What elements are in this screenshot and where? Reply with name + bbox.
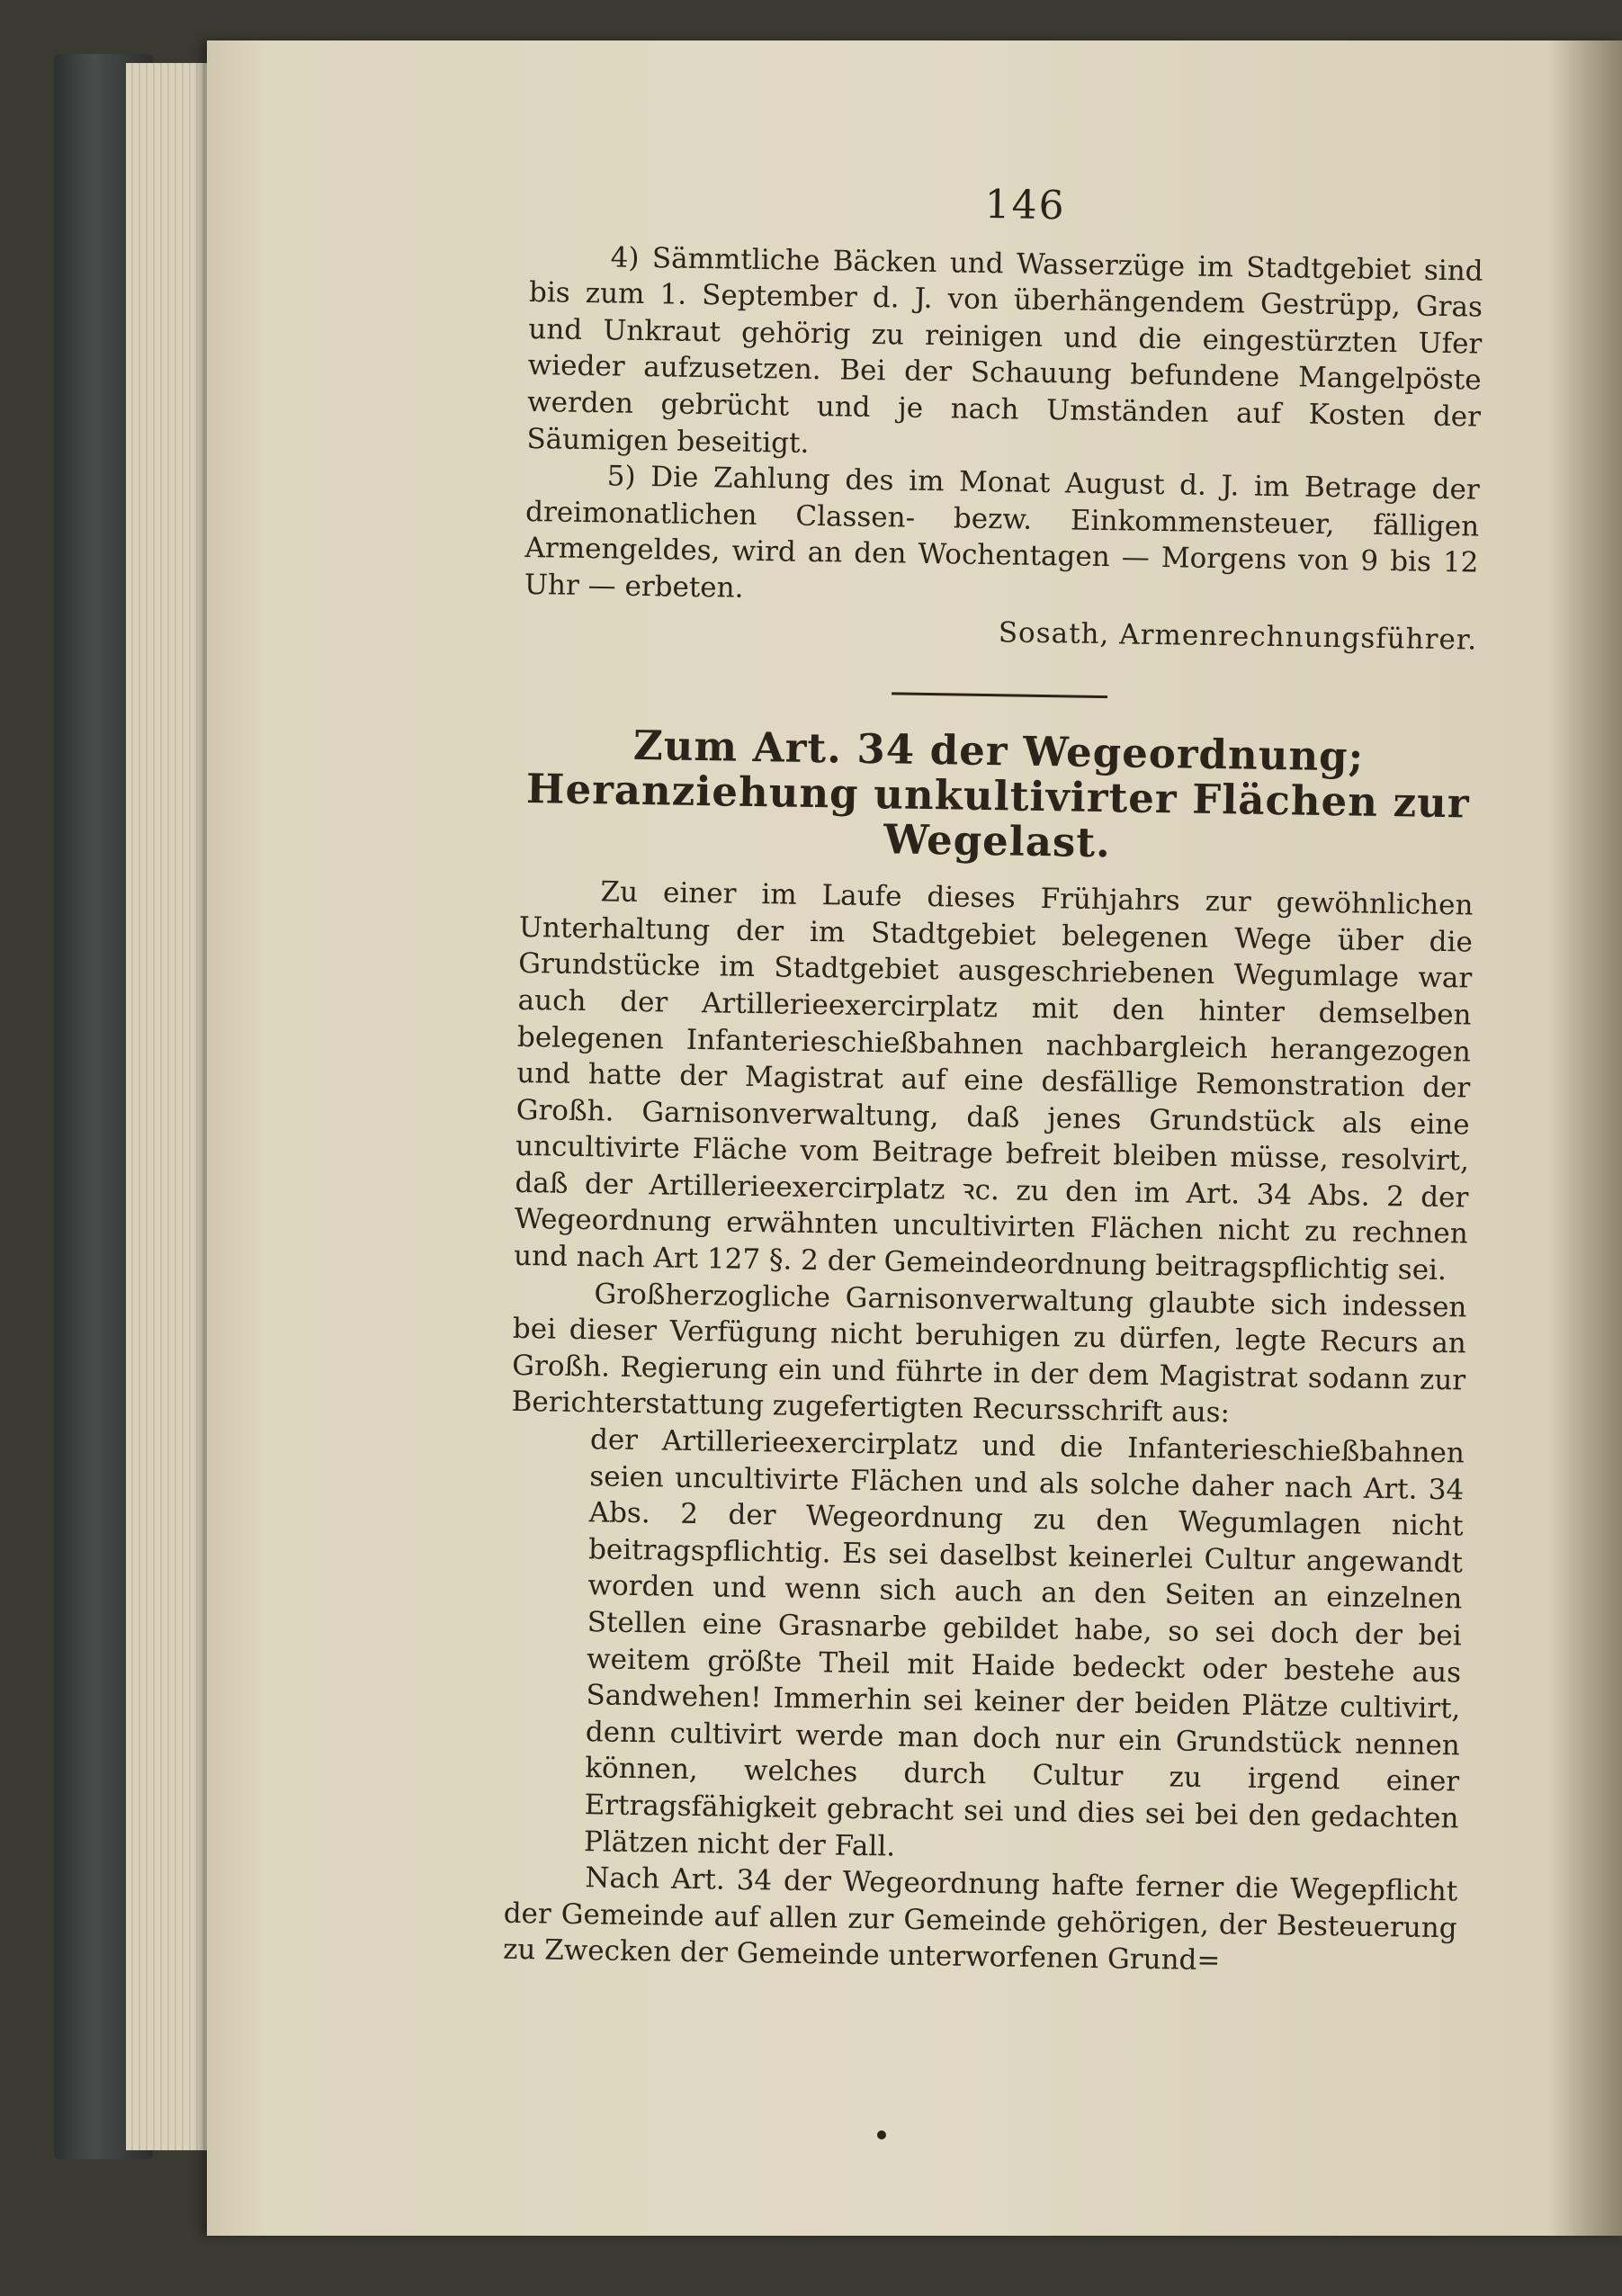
paragraph-5: 5) Die Zahlung des im Monat August d. J. im Betrage der dreimonatlichen Classen- bezw. Einkommensteuer, fälligen Armengeldes, wird an den Wochentagen — Morgens von 9 bis 12 Uhr — erbeten. <box>524 460 1480 605</box>
article-paragraph-3: Nach Art. 34 der Wegeordnung hafte ferner die Wegepflicht der Gemeinde auf allen zur Gemeinde gehörigen, der Besteuerung zu Zwecken der Gemeinde unterworfenen Grund= <box>502 1861 1458 1978</box>
signature: Sosath, Armenrechnungsführer. <box>998 615 1478 657</box>
ink-dot <box>877 2130 886 2139</box>
page-gutter-shadow <box>1547 40 1622 2236</box>
article-heading: Zum Art. 34 der Wegeordnung; Heranziehung unkultivirter Flächen zur Wegelast. <box>525 721 1470 867</box>
page-number: 146 <box>984 181 1067 229</box>
page-text <box>503 180 1484 1983</box>
article-quote: der Artillerieexercirplatz und die Infanterieschießbahnen seien uncultivirte Flächen und als solche daher nach Art. 34 Abs. 2 der Wegeordnung zu den Wegumlagen nicht beitragspflichtig. Es sei daselbst keinerlei Cultur angewandt worden und wenn sich auch an den Seiten an einzelnen Stellen eine Grasnarbe gebildet habe, so sei doch der bei weitem größte Theil mit Haide bedeckt oder bestehe aus Sandwehen! Immerhin sei keiner der beiden Plätze cultivirt, denn cultivirt werde man doch nur ein Grundstück nennen können, welches durch Cultur zu irgend einer Ertragsfähigkeit gebracht sei und dies sei bei den gedachten Plätzen nicht der Fall. <box>583 1423 1465 1863</box>
section-divider <box>892 692 1107 698</box>
article-paragraph-1: Zu einer im Laufe dieses Frühjahrs zur gewöhnlichen Unterhaltung der im Stadtgebiet belegenen Wege über die Grundstücke im Stadtgebiet ausgeschriebenen Wegumlage war auch der Artillerieexercirplatz mit den hinter demselben belegenen Infanterieschießbahnen nachbargleich herangezogen und hatte der Magistrat auf eine desfällige Remonstration der Großh. Garnisonverwaltung, daß jenes Grundstück als eine uncultivirte Fläche vom Beitrage befreit bleiben müsse, resolvirt, daß der Artillerieexercirplatz ꝛc. zu den im Art. 34 Abs. 2 der Wegeordnung erwähnten uncultivirten Flächen nicht zu rechnen und nach Art 127 §. 2 der Gemeindeordnung beitragspflichtig sei. <box>513 875 1474 1287</box>
article-paragraph-2: Großherzogliche Garnisonverwaltung glaubte sich indessen bei dieser Verfügung nicht beruhigen zu dürfen, legte Recurs an Großh. Regierung ein und führte in der dem Magistrat sodann zur Berichterstattung zugefertigten Recursschrift aus: <box>511 1277 1467 1430</box>
paragraph-4: 4) Sämmtliche Bäcken und Wasserzüge im Stadtgebiet sind bis zum 1. September d. J. von überhängendem Gestrüpp, Gras und Unkraut gehörig zu reinigen und die eingestürzten Ufer wieder aufzusetzen. Bei der Schauung befundene Mangelpöste werden gebrücht und je nach Umständen auf Kosten der Säumigen beseitigt. <box>526 240 1483 460</box>
